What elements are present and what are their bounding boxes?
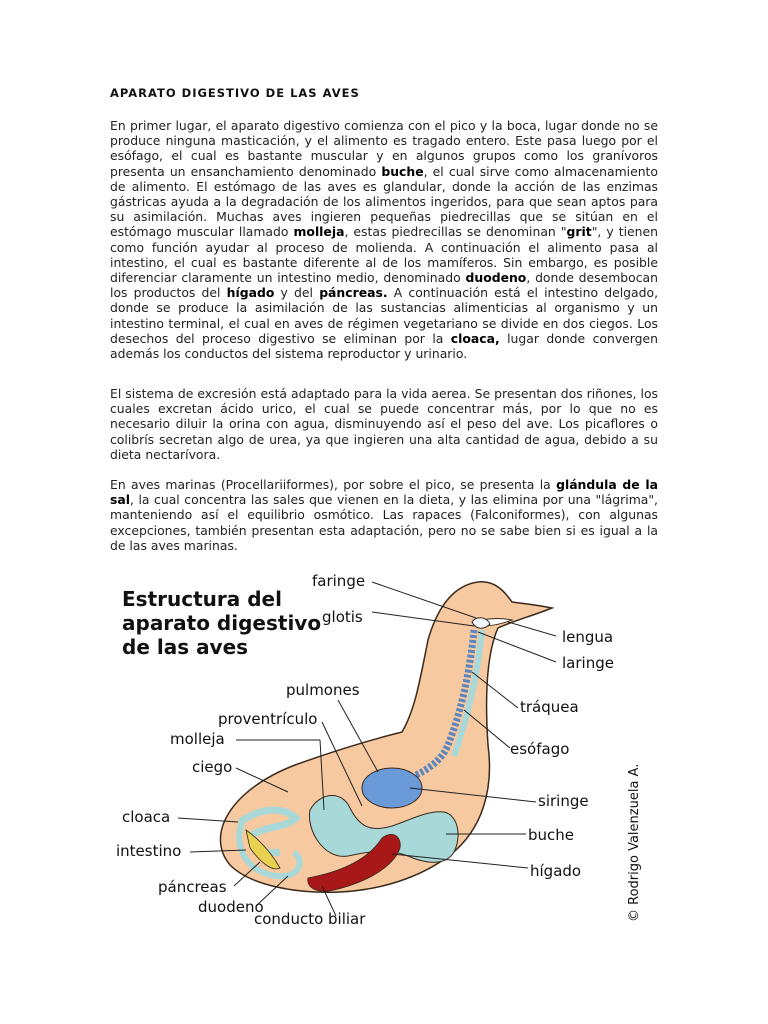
term-glandula-de-la-sal: glándula de la sal [110, 477, 658, 508]
text: , la cual concentra las sales que vienen en la dieta, y las elimina por una "lágrima", manteniendo así el equilibrio osmótico. Las rapaces (Falconiformes), con algunas excepciones, también presentan esta adaptación, pero no se sabe bien si es igual a la de las aves marinas. [110, 492, 658, 553]
text: y del [274, 285, 320, 301]
term-duodeno: duodeno [465, 270, 527, 286]
figure-title-line-1: Estructura del [122, 587, 282, 611]
label-cloaca: cloaca [122, 808, 171, 826]
label-pancreas: páncreas [158, 878, 227, 896]
label-faringe: faringe [312, 572, 366, 590]
label-traquea: tráquea [520, 698, 579, 716]
document-title: APARATO DIGESTIVO DE LAS AVES [110, 86, 360, 100]
term-cloaca: cloaca, [450, 330, 500, 346]
label-proventriculo: proventrículo [218, 710, 318, 728]
label-lengua: lengua [562, 628, 614, 646]
label-esofago: esófago [510, 740, 570, 758]
text: ", y tienen como función ayudar al proceso de molienda. A continuación el alimento pasa al intestino, el cual es bastante diferente al de los mamíferos. Sin embargo, es posible diferenciar claramente un intestino medio, denominado [110, 224, 658, 286]
label-molleja: molleja [170, 730, 225, 748]
term-grit: grit [566, 224, 592, 240]
paragraph-excretion: El sistema de excresión está adaptado para la vida aerea. Se presentan dos riñones, los cuales excretan ácido urico, el cual se puede concentrar más, por lo que no es necesario diluir la orina con agua, disminuyendo así el peso del ave. Los picaflores o colibrís secretan algo de urea, ya que ingieren una alta cantidad de agua, debido a su dieta nectarívora. [110, 386, 658, 462]
term-buche: buche [381, 163, 424, 179]
label-intestino: intestino [116, 842, 182, 860]
term-molleja: molleja [293, 224, 345, 240]
label-conducto-biliar: conducto biliar [254, 910, 366, 928]
text: , el cual sirve como almacenamiento de alimento. El estómago de las aves es glandular, donde la acción de las enzimas gástricas ayuda a la degradación de los alimentos ingeridos, para que sean aptos para su asimilación. Muchas aves ingieren pequeñas piedrecillas que se sitúan en el estómago muscular llamado [110, 163, 658, 240]
figure-title-line-2: aparato digestivo [122, 611, 322, 635]
label-higado: hígado [530, 862, 582, 880]
text: , donde desembocan los productos del [110, 270, 659, 301]
figure-title-line-3: de las aves [122, 635, 249, 659]
label-glotis: glotis [322, 608, 363, 626]
label-buche: buche [528, 826, 575, 844]
paragraph-digestion [110, 118, 658, 361]
paragraph-salt-gland [110, 477, 658, 553]
credit-text: © Rodrigo Valenzuela A. [627, 763, 642, 922]
label-duodeno: duodeno [198, 898, 264, 916]
digestive-system-diagram [110, 560, 660, 930]
text: A continuación está el intestino delgado, donde se produce la asimilación de las sustancias alimenticias al organismo y un intestino terminal, el cual en aves de régimen vegetariano se divide en dos ciegos. Los desechos del proceso digestivo se eliminan por la [110, 285, 659, 346]
text: , estas piedrecillas se denominan " [344, 224, 567, 240]
text: En primer lugar, el aparato digestivo comienza con el pico y la boca, lugar donde no se produce ninguna masticación, y el alimento es tragado entero. Este pasa luego por el esófago, el cual es bastante muscular y en algunos grupos como los granívoros presenta un ensanchamiento denominado [110, 118, 658, 179]
term-higado: hígado [226, 285, 275, 301]
label-siringe: siringe [538, 792, 589, 810]
label-ciego: ciego [192, 758, 233, 776]
term-pancreas: páncreas. [319, 285, 388, 301]
diagram-canvas [110, 560, 660, 930]
text: En aves marinas (Procellariiformes), por sobre el pico, se presenta la [110, 477, 557, 492]
label-pulmones: pulmones [286, 681, 360, 699]
label-laringe: laringe [562, 654, 614, 672]
text: lugar donde convergen además los conductos del sistema reproductor y urinario. [110, 330, 658, 362]
